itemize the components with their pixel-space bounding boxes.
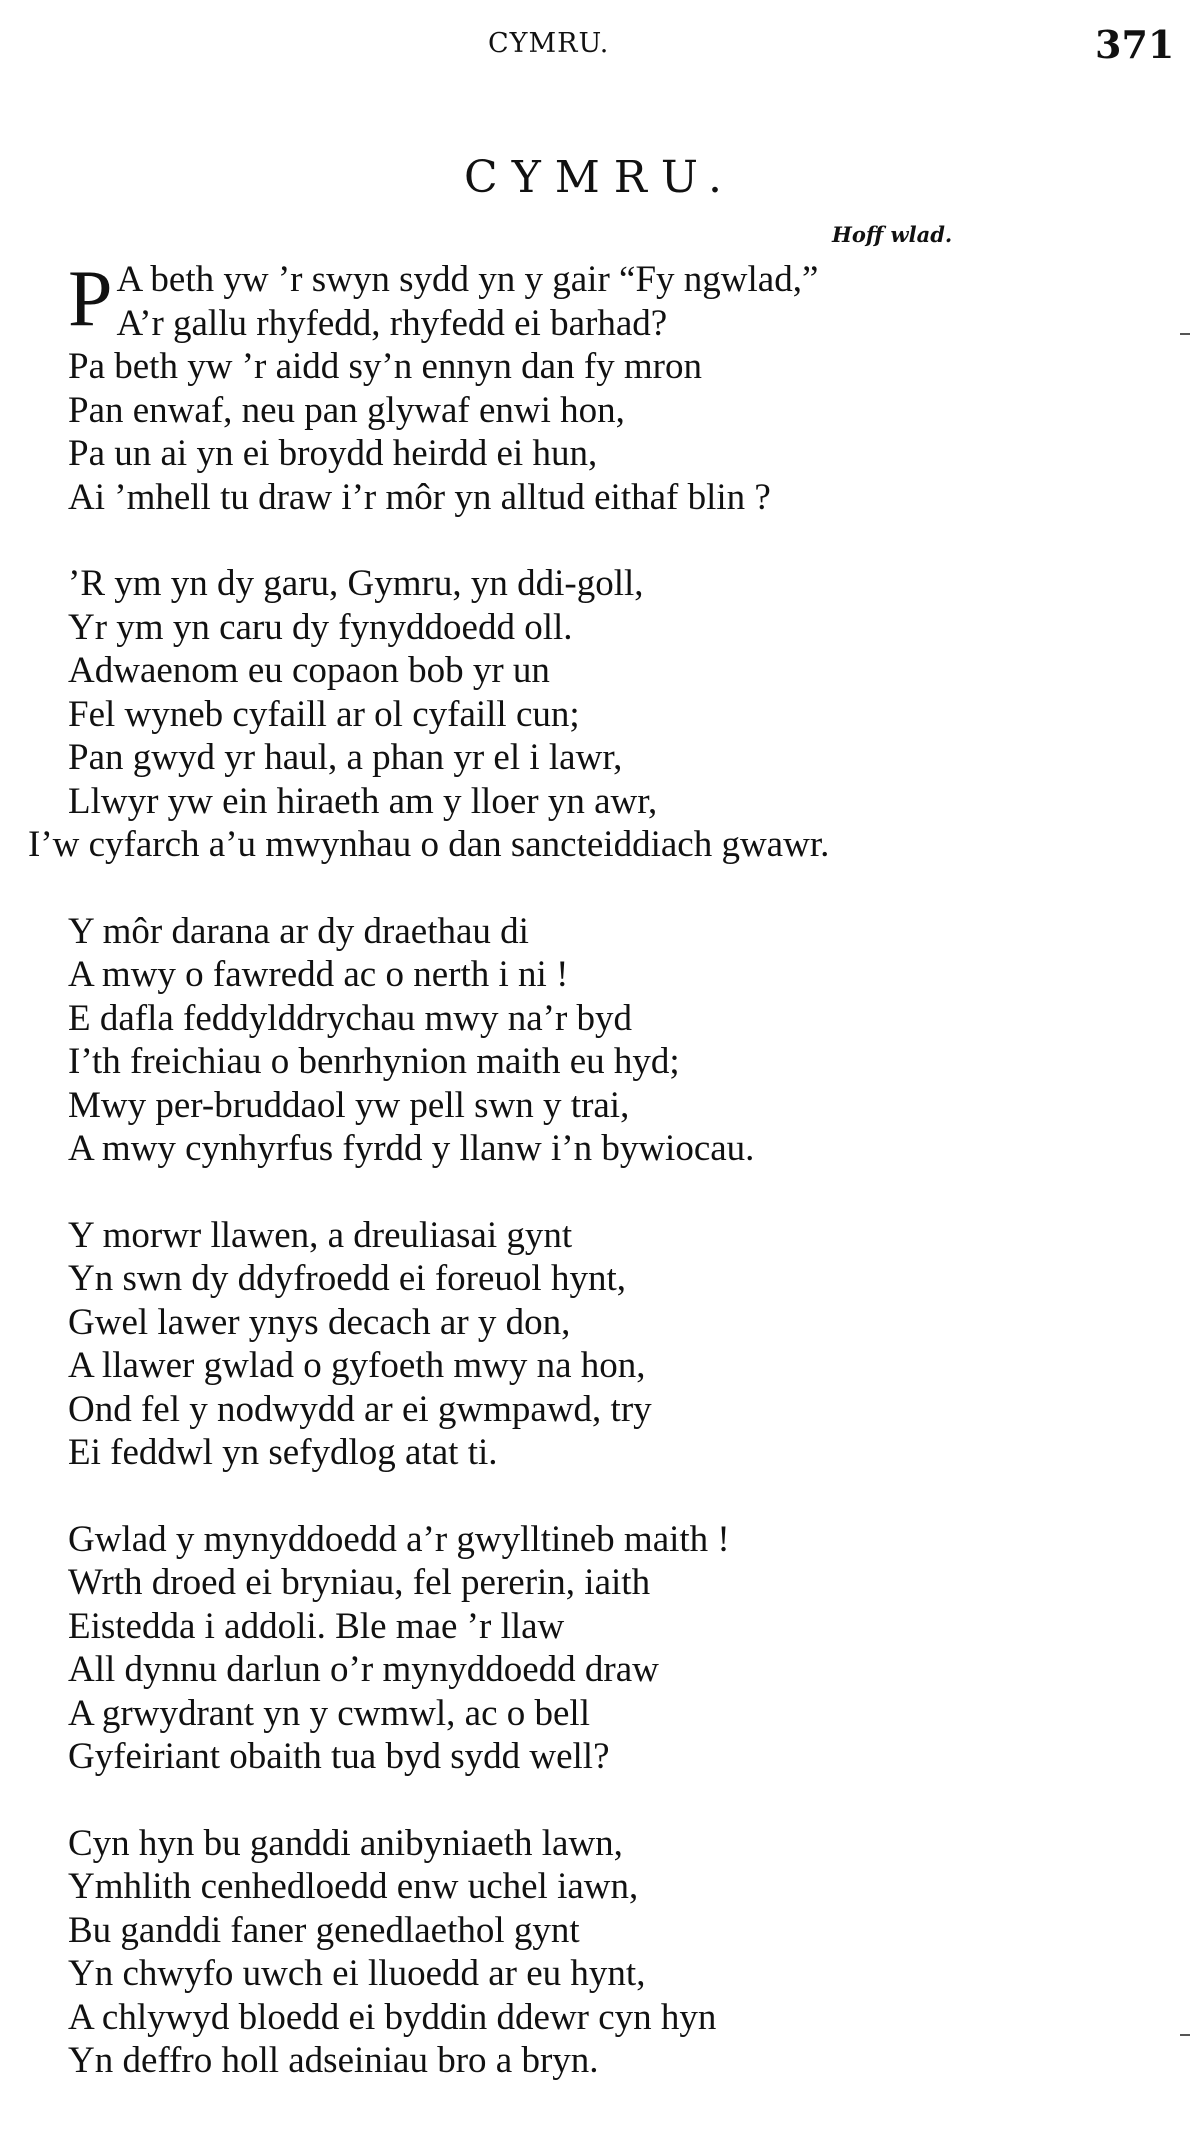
poem-line: Y morwr llawen, a dreuliasai gynt [68, 1214, 573, 1256]
poem-line: Pa un ai yn ei broydd heirdd ei hun, [68, 433, 598, 474]
running-head [0, 20, 1190, 70]
poem-line: Y môr darana ar dy draethau di [68, 910, 529, 952]
running-title: CYMRU. [488, 28, 610, 59]
poem-line: A grwydrant yn y cwmwl, ac o bell [68, 1692, 590, 1734]
poem-line: Gyfeiriant obaith tua byd sydd well? [68, 1736, 610, 1777]
poem-line: Pan gwyd yr haul, a phan yr el i lawr, [68, 737, 623, 778]
poem-line: Adwaenom eu copaon bob yr un [68, 650, 550, 691]
poem-line: Gwel lawer ynys decach ar y don, [68, 1301, 571, 1343]
poem-line: A llawer gwlad o gyfoeth mwy na hon, [68, 1345, 646, 1386]
poem-line: A beth yw ’r swyn sydd yn y gair “Fy ngwlad,” [116, 259, 819, 300]
poem-line: Fel wyneb cyfaill ar ol cyfaill cun; [68, 693, 580, 735]
page-edge-mark [1180, 2034, 1190, 2036]
poem-title: CYMRU. [464, 152, 736, 203]
poem-line: Mwy per-bruddaol yw pell swn y trai, [68, 1084, 630, 1126]
poem-line: I’th freichiau o benrhynion maith eu hyd; [68, 1041, 680, 1082]
poem-line: Pa beth yw ’r aidd sy’n ennyn dan fy mron [68, 346, 703, 387]
poem-line: Bu ganddi faner genedlaethol gynt [68, 1909, 580, 1951]
poem-line: Yn swn dy ddyfroedd ei foreuol hynt, [68, 1258, 626, 1299]
poem-line: All dynnu darlun o’r mynyddoedd draw [68, 1649, 659, 1690]
poem-line: Yn deffro holl adseiniau bro a bryn. [68, 2040, 599, 2081]
poem-line: Yr ym yn caru dy fynyddoedd oll. [68, 606, 573, 648]
poem-line: A mwy o fawredd ac o nerth i ni ! [68, 954, 569, 995]
poem-body [0, 255, 1190, 2126]
poem-line: I’w cyfarch a’u mwynhau o dan sancteiddiach gwawr. [28, 824, 830, 865]
poem-line: Ymhlith cenhedloedd enw uchel iawn, [68, 1866, 639, 1907]
poem-line: Gwlad y mynyddoedd a’r gwylltineb maith ! [68, 1518, 730, 1560]
poem-line: Ai ’mhell tu draw i’r môr yn alltud eithaf blin ? [68, 476, 771, 518]
poem-line: Ei feddwl yn sefydlog atat ti. [68, 1432, 498, 1473]
poem-line: Llwyr yw ein hiraeth am y lloer yn awr, [68, 780, 658, 822]
poem-line: ’R ym yn dy garu, Gymru, yn ddi-goll, [68, 563, 644, 604]
poem-line: Yn chwyfo uwch ei lluoedd ar eu hynt, [68, 1953, 646, 1994]
stanza-6 [0, 1822, 1190, 2083]
poem-line: Eistedda i addoli. Ble mae ’r llaw [68, 1605, 565, 1647]
stanza-5 [0, 1518, 1190, 1779]
stanza-2 [0, 562, 1190, 867]
poem-line: Wrth droed ei bryniau, fel pererin, iaith [68, 1562, 651, 1603]
stanza-4 [0, 1214, 1190, 1475]
poem-line: E dafla feddylddrychau mwy na’r byd [68, 997, 633, 1039]
attribution: Hoff wlad. [832, 222, 953, 247]
drop-cap: P [68, 255, 113, 343]
poem-line: Ond fel y nodwydd ar ei gwmpawd, try [68, 1388, 652, 1430]
poem-line: Pan enwaf, neu pan glywaf enwi hon, [68, 389, 625, 431]
stanza-3 [0, 910, 1190, 1171]
page-number: 371 [1095, 22, 1175, 67]
poem-line: Cyn hyn bu ganddi anibyniaeth lawn, [68, 1822, 623, 1864]
poem-line: A’r gallu rhyfedd, rhyfedd ei barhad? [116, 302, 668, 344]
poem-line: A mwy cynhyrfus fyrdd y llanw i’n bywiocau. [68, 1128, 755, 1169]
stanza-1 [0, 255, 1190, 519]
poem-line: A chlywyd bloedd ei byddin ddewr cyn hyn [68, 1996, 717, 2038]
page-edge-mark [1180, 333, 1190, 335]
